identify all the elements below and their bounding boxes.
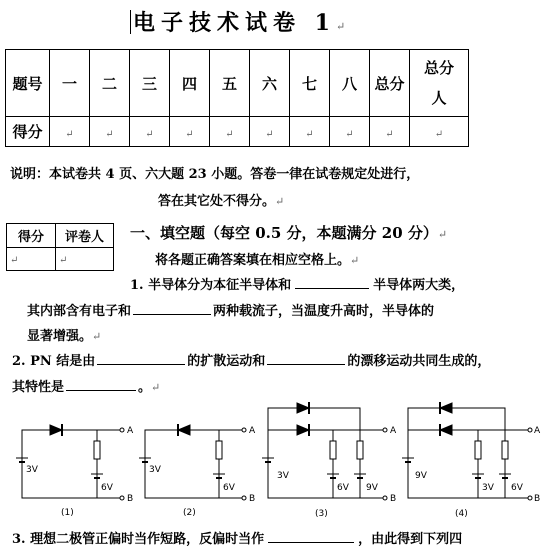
q3-blank-1[interactable] <box>268 530 354 543</box>
instructions-line-2 <box>158 190 284 209</box>
circuit-1-terminal-b <box>120 496 124 500</box>
circuit-2-right-source-label: 6V <box>223 483 235 493</box>
grader-score-cell[interactable] <box>7 248 56 271</box>
paragraph-mark: ↵ <box>350 254 360 267</box>
circuit-1-resistor <box>94 441 100 459</box>
circuit-4-caption: (4) <box>455 509 468 519</box>
circuit-2-terminal-a <box>242 428 246 432</box>
score-cell-2[interactable] <box>90 117 130 147</box>
paragraph-mark: ↵ <box>151 381 161 394</box>
header-cell-scorer <box>410 50 469 117</box>
circuit-3-right-source-label: 9V <box>366 483 378 493</box>
circuit-4-diode-top <box>440 403 452 413</box>
score-row-label: 得分 <box>6 117 50 147</box>
cell-mark: ↵ <box>10 254 19 266</box>
circuit-4-right-source-label: 6V <box>511 483 523 493</box>
circuit-3-caption: (3) <box>315 509 328 519</box>
circuit-1-caption: (1) <box>61 508 74 518</box>
score-table-header-row <box>6 50 469 117</box>
header-cell-6: 六 <box>250 50 290 117</box>
circuit-4-mid-source-label: 3V <box>482 483 494 493</box>
cell-mark: ↵ <box>225 128 234 140</box>
cell-mark: ↵ <box>345 128 354 140</box>
question-2-line-2 <box>12 376 160 395</box>
paragraph-mark: ↵ <box>275 195 285 208</box>
circuit-2-caption: (2) <box>183 508 196 518</box>
q3-text-a: 3. 理想二极管正偏时当作短路，反偏时当作 <box>12 532 265 547</box>
circuit-2-diode <box>178 425 190 435</box>
grader-name-header: 评卷人 <box>56 224 114 248</box>
grader-table <box>6 223 114 271</box>
circuit-4-diode-bottom <box>440 425 452 435</box>
circuit-3-resistor-1 <box>330 441 336 459</box>
circuit-4-terminal-a <box>528 428 532 432</box>
score-cell-6[interactable] <box>250 117 290 147</box>
circuit-4-wire <box>408 430 528 498</box>
circuit-2-node-b-label: B <box>249 494 256 504</box>
circuit-3-node-b-label: B <box>390 494 397 504</box>
circuit-3-source-label: 3V <box>277 471 289 481</box>
instructions-line-1: 说明：本试卷共 4 页、六大题 23 小题。答卷一律在试卷规定处进行， <box>10 167 420 182</box>
circuit-1-node-b-label: B <box>127 494 134 504</box>
circuit-diagrams <box>0 398 549 524</box>
circuit-4-resistor-2 <box>502 441 508 459</box>
q1-text-c: 其内部含有电子和 <box>27 304 132 319</box>
text-cursor <box>130 10 131 34</box>
score-cell-total[interactable] <box>370 117 410 147</box>
page-title <box>130 6 345 37</box>
paragraph-mark: ↵ <box>92 330 102 343</box>
score-cell-3[interactable] <box>130 117 170 147</box>
cell-mark: ↵ <box>185 128 194 140</box>
grader-table-input-row <box>7 248 114 271</box>
circuit-4-source-label: 9V <box>415 471 427 481</box>
header-cell-scorer-text: 总分人 <box>423 59 454 107</box>
cell-mark: ↵ <box>105 128 114 140</box>
circuit-2-source-label: 3V <box>149 465 161 475</box>
cell-mark: ↵ <box>385 128 394 140</box>
cell-mark: ↵ <box>65 128 74 140</box>
circuit-3-mid-source-label: 6V <box>337 483 349 493</box>
circuit-3-resistor-2 <box>357 441 363 459</box>
q1-text-e: 显著增强。 <box>27 329 93 344</box>
grader-table-header-row <box>7 224 114 248</box>
grader-name-cell[interactable] <box>56 248 114 271</box>
cell-mark: ↵ <box>59 254 68 266</box>
circuit-3-node-a-label: A <box>390 426 397 436</box>
circuit-2-node-a-label: A <box>249 426 256 436</box>
instructions-line-2-text: 答在其它处不得分。 <box>158 194 276 209</box>
grader-score-header: 得分 <box>7 224 56 248</box>
circuit-1-right-source-label: 6V <box>101 483 113 493</box>
header-cell-7: 七 <box>290 50 330 117</box>
circuit-1-diode <box>50 425 62 435</box>
cell-mark: ↵ <box>145 128 154 140</box>
header-cell-1: 一 <box>50 50 90 117</box>
page-title-text: 电子技术试卷 1 <box>133 10 336 36</box>
question-3-line-1 <box>12 528 462 547</box>
score-cell-4[interactable] <box>170 117 210 147</box>
q1-text-b: 半导体两大类， <box>373 278 465 293</box>
q1-blank-1[interactable] <box>295 276 369 289</box>
circuit-4-terminal-b <box>528 496 532 500</box>
q1-text-d: 两种载流子，当温度升高时，半导体的 <box>213 304 435 319</box>
score-cell-1[interactable] <box>50 117 90 147</box>
score-table-score-row <box>6 117 469 147</box>
q1-blank-2[interactable] <box>133 302 211 315</box>
header-cell-number: 题号 <box>6 50 50 117</box>
section-1-subheading-text: 将各题正确答案填在相应空格上。 <box>155 253 351 268</box>
header-cell-2: 二 <box>90 50 130 117</box>
header-cell-8: 八 <box>330 50 370 117</box>
q2-blank-2[interactable] <box>267 352 345 365</box>
paragraph-mark: ↵ <box>437 228 448 241</box>
question-1-line-1 <box>130 274 464 293</box>
q3-text-b: ，由此得到下列四 <box>358 532 463 547</box>
section-1-subheading <box>155 249 359 268</box>
header-cell-4: 四 <box>170 50 210 117</box>
circuit-2-resistor <box>216 441 222 459</box>
circuit-3-diode-bottom <box>297 425 309 435</box>
circuit-1-terminal-a <box>120 428 124 432</box>
circuit-2-terminal-b <box>242 496 246 500</box>
q2-text-e: 。 <box>138 380 152 395</box>
q2-text-c: 的漂移运动共同生成的， <box>347 354 491 369</box>
q1-text-a: 1. 半导体分为本征半导体和 <box>130 278 292 293</box>
q2-blank-3[interactable] <box>66 378 136 391</box>
section-1-heading-text: 一、填空题（每空 0.5 分，本题满分 20 分） <box>130 224 438 242</box>
circuit-4-node-b-label: B <box>534 494 541 504</box>
q2-text-b: 的扩散运动和 <box>187 354 266 369</box>
question-1-line-2 <box>27 300 434 319</box>
circuit-1-source-label: 3V <box>26 465 38 475</box>
paragraph-mark: ↵ <box>335 20 346 33</box>
header-cell-3: 三 <box>130 50 170 117</box>
cell-mark: ↵ <box>265 128 274 140</box>
circuit-4-node-a-label: A <box>534 426 541 436</box>
circuit-3-terminal-a <box>383 428 387 432</box>
score-table <box>5 49 469 147</box>
q2-text-d: 其特性是 <box>12 380 65 395</box>
circuit-3-diode-top <box>297 403 309 413</box>
q2-blank-1[interactable] <box>97 352 185 365</box>
header-cell-5: 五 <box>210 50 250 117</box>
question-2-line-1 <box>12 350 490 369</box>
circuit-3-terminal-b <box>383 496 387 500</box>
cell-mark: ↵ <box>434 128 444 140</box>
circuit-1-node-a-label: A <box>127 426 134 436</box>
score-cell-8[interactable] <box>330 117 370 147</box>
circuit-4-resistor-1 <box>475 441 481 459</box>
header-cell-total: 总分 <box>370 50 410 117</box>
score-cell-7[interactable] <box>290 117 330 147</box>
score-cell-scorer[interactable] <box>410 117 469 147</box>
cell-mark: ↵ <box>305 128 314 140</box>
q2-text-a: 2. PN 结是由 <box>12 354 96 369</box>
question-1-line-3 <box>27 325 101 344</box>
score-cell-5[interactable] <box>210 117 250 147</box>
section-1-heading <box>130 222 447 243</box>
